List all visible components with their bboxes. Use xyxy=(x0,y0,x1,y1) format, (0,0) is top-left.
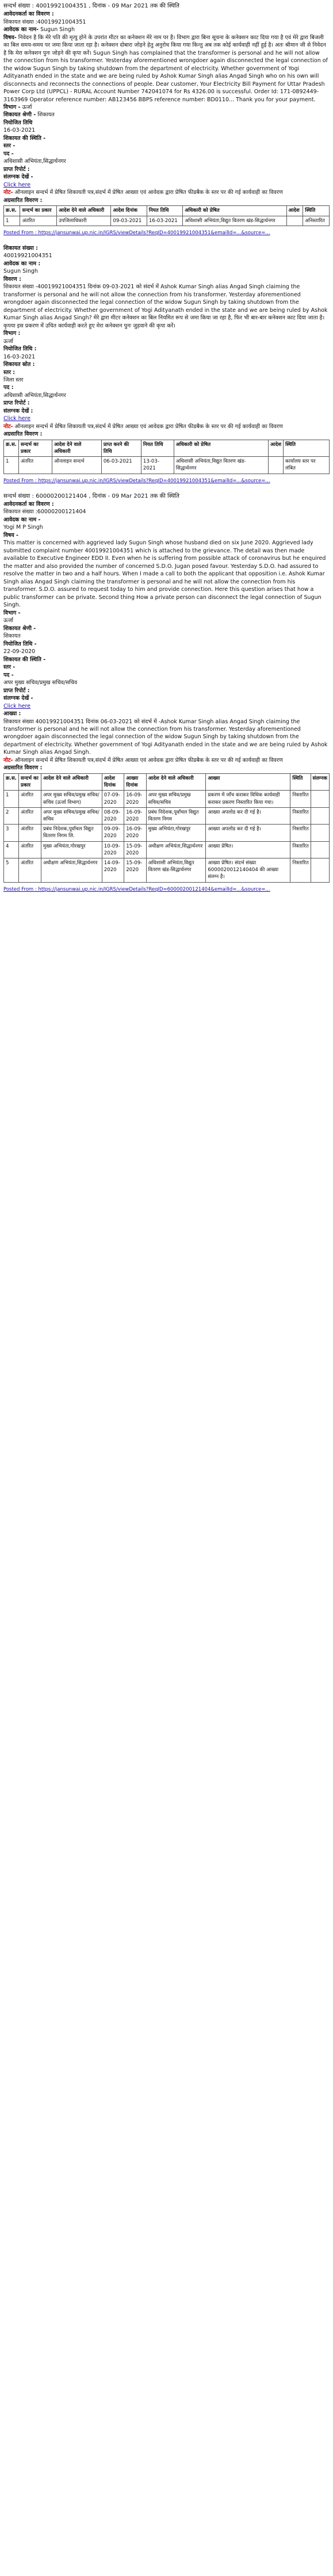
table-header: आदेश xyxy=(268,440,283,456)
level-label: स्तर : xyxy=(3,369,16,376)
department-label: विभाग - xyxy=(3,609,21,616)
table-row xyxy=(4,457,330,474)
reference-title: सन्दर्भ संख्या : 60000200121404 , दिनांक - 09 Mar 2021 तक की स्थिति xyxy=(3,493,179,499)
table-cell xyxy=(286,216,303,226)
table-cell: 07-09-2020 xyxy=(102,791,124,807)
applicant-label: आवेदक का नाम - xyxy=(3,516,41,523)
level-value: जिला स्तर xyxy=(3,377,24,383)
table-cell: मुख्य अभियंता,गोरखपुर xyxy=(41,841,102,858)
applicant-name: Sugun Singh xyxy=(40,26,75,33)
table-cell: आख्या अपलोड कर दी गई है। xyxy=(206,807,290,824)
forward-table xyxy=(3,205,330,226)
table-cell xyxy=(311,807,329,824)
category-label: शिकायत श्रेणी - xyxy=(3,625,36,632)
post-value: अपर मुख्य सचिव/प्रमुख सचिव/सचिव xyxy=(3,680,78,686)
table-cell: प्रबंध निदेशक,पूर्वांचल विद्युत वितरण निगम xyxy=(146,807,206,824)
attachment-label: संलग्नक देखें : xyxy=(3,407,33,414)
table-cell: कार्यालय स्तर पर लंबित xyxy=(284,457,330,474)
table-header: सन्दर्भ का प्रकार xyxy=(18,773,41,790)
table-cell: अधिशासी अभियंता,विद्युत वितरण खंड-सिद्धार्थनगर xyxy=(174,457,268,474)
applicant-details-title: आवेदनकर्ता का विवरण : xyxy=(3,11,54,18)
table-header: क्र.स. xyxy=(4,440,19,456)
table-cell: 09-03-2021 xyxy=(111,216,147,226)
table-row xyxy=(4,858,330,882)
post-value: अधिशासी अभियंता,सिद्धार्थनगर xyxy=(3,392,66,399)
table-cell: 08-09-2020 xyxy=(102,807,124,824)
forward-table xyxy=(3,773,330,883)
table-cell xyxy=(311,825,329,841)
report-label: प्राप्त रिपोर्ट : xyxy=(3,166,30,173)
post-label: पद : xyxy=(3,384,14,391)
post-value: अधिशासी अभियंता,सिद्धार्थनगर xyxy=(3,158,66,165)
note-text: ऑनलाइन सन्दर्भ में प्रेषित शिकायती पत्र,संदर्भ में प्रेषित आख्या एवं आवेदक द्वारा प्रेषित फीडबैक के स्तर पर की गई कार्यवाही का विवरण xyxy=(13,757,283,764)
table-cell: अंतरित xyxy=(18,807,41,824)
table-header: स्थिति xyxy=(284,440,330,456)
table-header: प्राप्त करने की तिथि xyxy=(101,440,141,456)
table-header: स्थिति xyxy=(290,773,311,790)
table-cell: 16-09-2020 xyxy=(124,791,146,807)
table-header: आदेश देने वाले अधिकारी xyxy=(52,440,101,456)
table-cell: 3 xyxy=(4,825,19,841)
source-label: शिकायत स्रोत : xyxy=(3,361,35,368)
table-header: नियत तिथि xyxy=(141,440,174,456)
table-cell: निस्तारित xyxy=(290,858,311,882)
table-cell: अंतरित xyxy=(18,791,41,807)
table-header: आदेश देने वाले अधिकारी xyxy=(57,206,111,216)
table-header: आदेश देने वाले अधिकारी xyxy=(41,773,102,790)
table-cell: 15-09-2020 xyxy=(124,858,146,882)
table-cell: 1 xyxy=(4,457,19,474)
table-cell: 5 xyxy=(4,858,19,882)
post-label: पद - xyxy=(3,671,14,678)
level-label: स्तर - xyxy=(3,143,16,150)
complaint-number: शिकायत संख्या :40019921004351 xyxy=(3,18,86,25)
department-label: विभाग : xyxy=(3,330,21,337)
table-cell: 14-09-2020 xyxy=(102,858,124,882)
table-header: आख्या दिनांक xyxy=(124,773,146,790)
table-cell: 06-03-2021 xyxy=(101,457,141,474)
note-label: नोट- xyxy=(3,189,13,196)
table-header: आदेश xyxy=(286,206,303,216)
forward-title: अग्रसारित विवरण : xyxy=(3,197,43,204)
due-date-value: 22-09-2020 xyxy=(3,648,36,655)
table-row xyxy=(4,791,330,807)
category-value: शिकायत xyxy=(37,112,55,119)
table-cell: 16-03-2021 xyxy=(147,216,182,226)
table-header: सन्दर्भ का प्रकार xyxy=(18,440,52,456)
due-date-value: 16-03-2021 xyxy=(3,353,36,360)
table-cell xyxy=(268,457,283,474)
table-cell: अंतरित xyxy=(18,858,41,882)
report-text-label: आख्या : xyxy=(3,711,21,718)
department-label: विभाग - xyxy=(3,104,21,110)
table-cell: 16-09-2020 xyxy=(124,825,146,841)
section-1 xyxy=(3,2,330,236)
category-value: शिकायत xyxy=(3,633,21,640)
table-cell: अनिस्तारित xyxy=(303,216,330,226)
note-label: नोट- xyxy=(3,423,13,430)
applicant-label: आवेदक का नाम : xyxy=(3,260,41,267)
table-cell: अपर मुख्य सचिव/प्रमुख सचिव/सचिव xyxy=(41,807,102,824)
reference-title: सन्दर्भ संख्या : 40019921004351 , दिनांक - 09 Mar 2021 तक की स्थिति xyxy=(3,3,179,9)
table-cell: 09-09-2020 xyxy=(102,825,124,841)
table-row xyxy=(4,216,330,226)
table-cell: अंतरित xyxy=(18,825,41,841)
table-cell: प्रबंध निदेशक,पूर्वांचल विद्युत वितरण निगम लि. xyxy=(41,825,102,841)
table-row xyxy=(4,841,330,858)
table-cell: अंतरित xyxy=(20,216,57,226)
due-date-label: नियोजित तिथि : xyxy=(3,346,37,353)
table-header: अधिकारी को प्रेषित xyxy=(174,440,268,456)
due-date-label: नियोजित तिथि - xyxy=(3,640,37,647)
table-cell xyxy=(311,791,329,807)
table-header: नियत तिथि xyxy=(147,206,182,216)
applicant-name: Sugun Singh xyxy=(3,268,38,275)
posted-from-link[interactable]: Posted From : https://jansunwai.up.nic.in/IGRS/viewDetails?ReqID=40019921004351&emailId=...&source=... xyxy=(3,478,270,484)
table-cell: प्रकरण में जाँच कराकर विधिक कार्यवाही कराकर प्रकरण निस्तारित किया गया। xyxy=(206,791,290,807)
table-row xyxy=(4,825,330,841)
table-cell: आख्या प्रेषित। xyxy=(206,841,290,858)
post-label: पद - xyxy=(3,150,14,157)
table-cell: ऑनलाइन सन्दर्भ xyxy=(52,457,101,474)
table-cell: 1 xyxy=(4,791,19,807)
department-value: ऊर्जा xyxy=(22,104,32,110)
status-label: शिकायत की स्थिति - xyxy=(3,135,46,142)
table-header: स्थिति xyxy=(303,206,330,216)
table-header: क्र.स. xyxy=(4,773,19,790)
attachment-link[interactable]: Click here xyxy=(3,415,31,422)
attachment-label: संलग्नक देखें - xyxy=(3,695,33,702)
table-row xyxy=(4,807,330,824)
complaint-number: शिकायत संख्या :60000200121404 xyxy=(3,509,86,516)
subject-label: विषय- xyxy=(3,34,17,41)
complaint-number-value: 40019921004351 xyxy=(3,253,52,259)
table-header: आदेश देने वाले अधिकारी xyxy=(146,773,206,790)
table-cell: अधिशासी अभियंता,विद्युत वितरण खंड-सिद्धार्थनगर xyxy=(146,858,206,882)
table-cell xyxy=(311,841,329,858)
table-cell: निस्तारित xyxy=(290,825,311,841)
table-cell: निस्तारित xyxy=(290,841,311,858)
report-text: शिकायत संख्या 40019921004351 दिनांक 06-03-2021 को संदर्भ में -Ashok Kumar Singh alias Angad Singh claiming the transformer is personal and he will not allow the connection from his transformer. Yesterday aforementioned wrongdoer again disconnected the legal connection of the widow Sugun Singh by taking shutdown from the department of electricity. Whether government of Yogi Adityanath ended in the state and we are being ruled by Ashok Kumar Singh alias Angad Singh. xyxy=(3,718,328,756)
report-label: प्राप्त रिपोर्ट : xyxy=(3,687,30,694)
attachment-link[interactable]: Click here xyxy=(3,181,31,188)
table-cell: 4 xyxy=(4,841,19,858)
subject-text: This matter is concerned with aggrieved lady Sugun Singh whose husband died on six June 2020. Aggrieved lady submitted complaint number 40019921004351 which is attached to the grievance. The detail was then made available to Executive Engineer EDD II. Even when he is suffering from possible attack of coronavirus but he enquired the matter and also provided the number of concerned S.D.O. Jugan posed favour. Yesterday S.D.O. had assured to resolve the matter in two and a half hours. When I made a call to both the applicant that opposition i.e. Ashok Kumar Singh alias Angad Singh claiming the transformer is personal and he will not allow the connection from his transformer. S.D.O. assured to request today to him and provide connection. Here this question arises that how a public transformer can be private. Second thing How a private person can disconnect the legal connection of Sugun Singh. xyxy=(3,540,326,609)
table-header: सन्दर्भ का प्रकार xyxy=(20,206,57,216)
note-text: ऑनलाइन सन्दर्भ में प्रेषित शिकायती पत्र,संदर्भ में प्रेषित आख्या एवं आवेदक द्वारा प्रेषित फीडबैक के स्तर पर की गई कार्यवाही का विवरण xyxy=(13,423,283,430)
posted-from-link[interactable]: Posted From : https://jansunwai.up.nic.in/IGRS/viewDetails?ReqID=40019921004351&emailId=...&source=... xyxy=(3,230,270,236)
department-value: ऊर्जा xyxy=(3,338,13,345)
details-text: शिकायत संख्या -40019921004351 दिनांक 09-03-2021 को संदर्भ में Ashok Kumar Singh alias Angad Singh claiming the transformer is personal and he will not allow the connection from his transformer. Yesterday aforementioned wrongdoer again disconnected the legal connection of the widow Sugun Singh by taking shutdown from the department of electricity. Whether government of Yogi Adityanath ended in the state and we are being ruled by Ashok Kumar Singh alias Angad Singh? मेरे द्वारा मीटर कनेक्शन का बिल नियमित रूप से जमा किया जा रहा है, फिर भी बार-बार कनेक्शन काट दिया जाता है। कृपया इस प्रकरण में उचित कार्यवाही करते हुए मेरा कनेक्शन पुनः जुड़वाने की कृपा करें। xyxy=(3,284,328,329)
table-cell: अंतरित xyxy=(18,841,41,858)
table-cell: अपर मुख्य सचिव/प्रमुख सचिव/सचिव xyxy=(146,791,206,807)
table-header: संलग्नक xyxy=(311,773,329,790)
posted-from-link[interactable]: Posted From : https://jansunwai.up.nic.in/IGRS/viewDetails?ReqID=60000200121404&emailId=...&source=... xyxy=(3,886,270,892)
table-cell: 2 xyxy=(4,807,19,824)
subject-label: विषय - xyxy=(3,532,18,539)
table-cell: 15-09-2020 xyxy=(124,841,146,858)
attachment-label: संलग्नक देखें - xyxy=(3,174,33,181)
table-header: आदेश दिनांक xyxy=(102,773,124,790)
table-cell: अधीक्षण अभियंता,सिद्धार्थनगर xyxy=(146,841,206,858)
table-header: अधिकारी को प्रेषित xyxy=(183,206,286,216)
attachment-link[interactable]: Click here xyxy=(3,703,31,709)
table-cell: मुख्य अभियंता,गोरखपुर xyxy=(146,825,206,841)
table-header: क्र.स. xyxy=(4,206,20,216)
section-3 xyxy=(3,493,330,893)
report-label: प्राप्त रिपोर्ट : xyxy=(3,400,30,407)
table-header: आख्या xyxy=(206,773,290,790)
table-cell: अधिशासी अभियंता,विद्युत वितरण खंड-सिद्धार्थनगर xyxy=(183,216,286,226)
forward-table xyxy=(3,440,330,474)
table-cell: 10-09-2020 xyxy=(102,841,124,858)
applicant-label: आवेदक का नाम- xyxy=(3,26,39,33)
complaint-number-label: शिकायत संख्या : xyxy=(3,245,38,251)
table-cell: निस्तारित xyxy=(290,807,311,824)
table-cell: 13-03-2021 xyxy=(141,457,174,474)
table-cell: 1 xyxy=(4,216,20,226)
applicant-details-title: आवेदनकर्ता का विवरण : xyxy=(3,501,54,507)
table-cell: 16-09-2020 xyxy=(124,807,146,824)
details-label: विवरण : xyxy=(3,276,21,283)
table-cell: आख्या प्रेषित। संदर्भ संख्या 6000020012140404 की आख्या संलग्न है। xyxy=(206,858,290,882)
applicant-name: Yogi M P Singh xyxy=(3,524,43,531)
level-label: स्तर - xyxy=(3,664,16,671)
table-cell: आख्या अपलोड कर दी गई है। xyxy=(206,825,290,841)
table-cell: निस्तारित xyxy=(290,791,311,807)
forward-title: अग्रसारित विवरण : xyxy=(3,765,43,772)
table-cell: अपर मुख्य सचिव/प्रमुख सचिव/सचिव (ऊर्जा विभाग) xyxy=(41,791,102,807)
section-2 xyxy=(3,245,330,484)
table-cell: उपजिलाधिकारी xyxy=(57,216,111,226)
page xyxy=(0,0,333,899)
due-date-label: नियोजित तिथि xyxy=(3,119,33,126)
due-date-value: 16-03-2021 xyxy=(3,127,36,134)
department-value: ऊर्जा xyxy=(3,617,13,624)
table-cell: अधीक्षण अभियंता,सिद्धार्थनगर xyxy=(41,858,102,882)
table-header: आदेश दिनांक xyxy=(111,206,147,216)
table-cell: अंतरित xyxy=(18,457,52,474)
subject-text: निवेदन है कि मेरे पति की मृत्यु होने के उपरांत मीटर का कनेक्शन मेरे नाम पर है। विभाग द्वारा बिना सूचना के कनेक्शन काट दिया गया है एवं मेरे द्वारा बिजली का बिल समय-समय पर जमा किया जाता रहा है। कनेक्शन दोबारा जोड़ने हेतु अनुरोध किया गया किन्तु अब तक कोई कार्यवाही नहीं हुई है। अतः श्रीमान जी से निवेदन है कि मेरा कनेक्शन पुनः जोड़ने की कृपा करें। Sugun Singh has complained that the transformer is personal and he will not allow the connection from his transformer. Yesterday aforementioned wrongdoer again disconnected the legal connection of the widow Sugun Singh by taking shutdown from the department of electricity. Whether government of Yogi Adityanath ended in the state and we are being ruled by Ashok Kumar Singh alias Angad Singh who on his own will disconnects and reconnects the connections of people. Dear customer, Your Electricity Bill Payment for Uttar Pradesh Power Corp Ltd (UPPCL) - RURAL Account Number 742041074 for Rs 4326.00 is successful. Order Id: 171-0892449-3163969 Operator reference number: AB123456 BBPS reference number: BD0110... Thank you for your payment. xyxy=(3,34,328,103)
note-text: ऑनलाइन सन्दर्भ में प्रेषित शिकायती पत्र,संदर्भ में प्रेषित आख्या एवं आवेदक द्वारा प्रेषित फीडबैक के स्तर पर की गई कार्यवाही का विवरण xyxy=(13,189,283,196)
note-label: नोट- xyxy=(3,757,13,764)
table-cell xyxy=(311,858,329,882)
status-label: शिकायत की स्थिति - xyxy=(3,656,46,663)
forward-title: अग्रसारित विवरण : xyxy=(3,431,43,438)
category-label: शिकायत श्रेणी - xyxy=(3,112,36,119)
